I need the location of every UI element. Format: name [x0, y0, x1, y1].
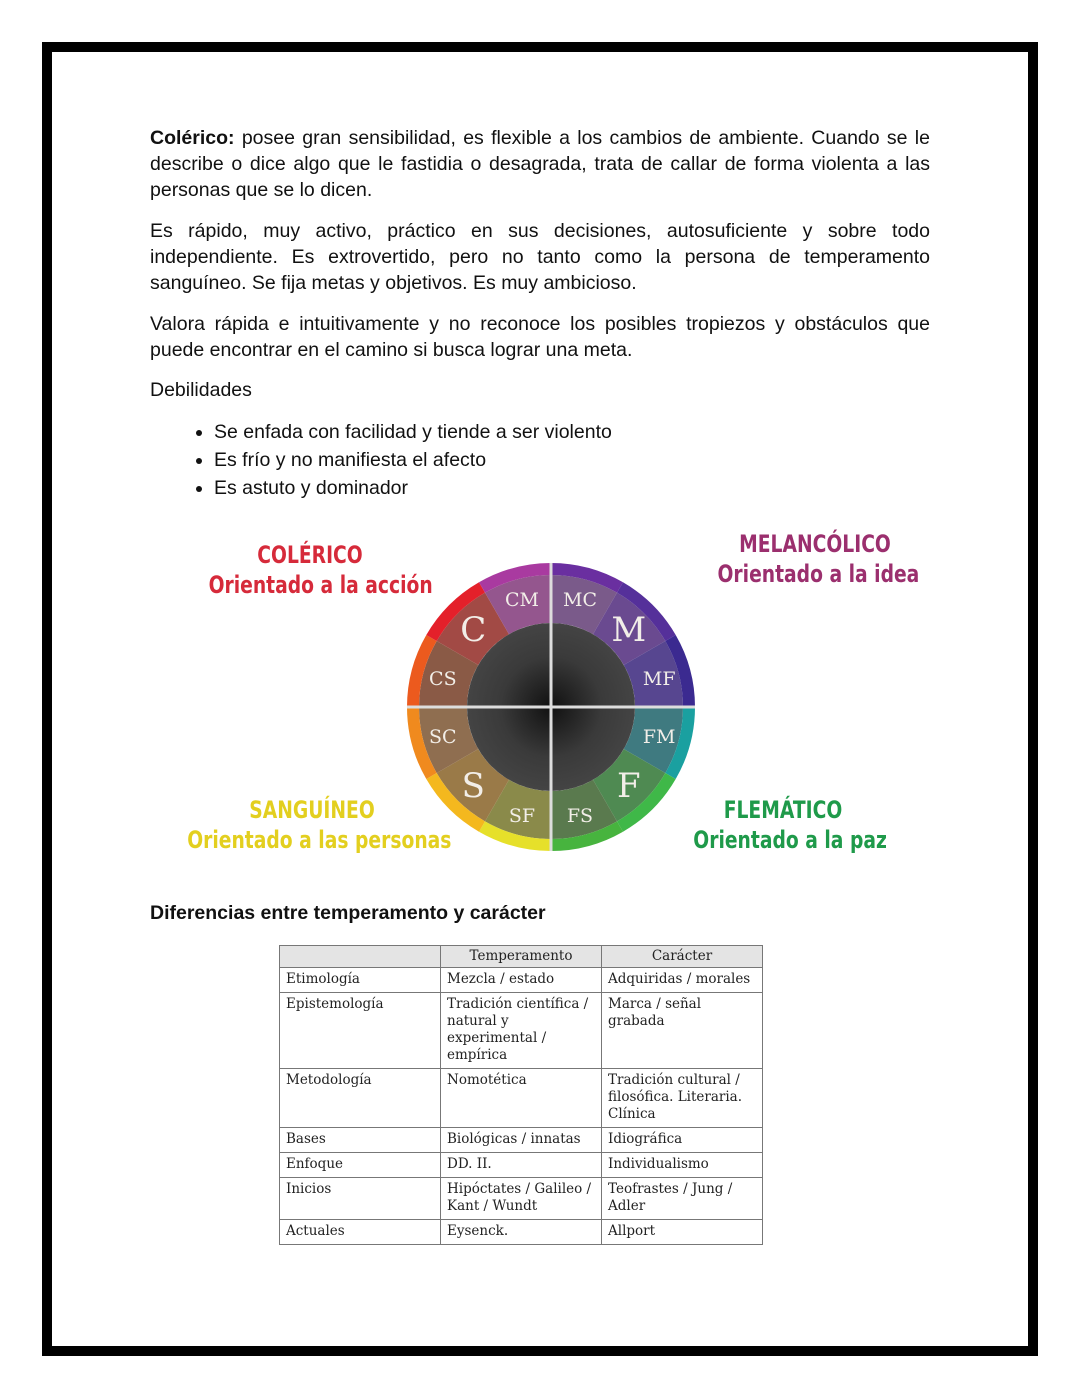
- table-cell: DD. II.: [441, 1153, 602, 1178]
- paragraph-2: Es rápido, muy activo, práctico en sus decisiones, autosuficiente y sobre todo independiente. Es extrovertido, pero no tanto como la persona de temperamento sanguíneo. Se fija metas y objetivos. Es muy ambicioso.: [150, 220, 930, 294]
- table-row: [280, 1220, 763, 1245]
- table-cell: Inicios: [280, 1178, 441, 1220]
- list-item: • Es astuto y dominador: [214, 474, 930, 502]
- paragraph-3: Valora rápida e intuitivamente y no reconoce los posibles tropiezos y obstáculos que puede encontrar en el camino si busca lograr una meta.: [150, 313, 930, 361]
- wheel-segment-label: S: [461, 765, 485, 806]
- table-row: [280, 1178, 763, 1220]
- wheel-segment-label: CS: [429, 668, 457, 691]
- table-cell: Idiográfica: [602, 1128, 763, 1153]
- label-sanguineo: [187, 795, 452, 855]
- table-cell: Actuales: [280, 1220, 441, 1245]
- table-cell: Mezcla / estado: [441, 968, 602, 993]
- temperament-name: SANGUÍNEO: [249, 796, 375, 824]
- table-row: [280, 1069, 763, 1128]
- table-cell: Bases: [280, 1128, 441, 1153]
- weaknesses-list: [150, 418, 930, 502]
- wheel-segment-label: C: [460, 610, 487, 651]
- weaknesses-heading: Debilidades: [150, 379, 252, 401]
- label-melancolico: [717, 529, 920, 589]
- temperament-orientation: Orientado a la paz: [693, 826, 887, 854]
- temperament-wheel: [405, 561, 697, 853]
- wheel-segment-label: MC: [562, 588, 597, 611]
- temperament-orientation: Orientado a las personas: [187, 826, 452, 854]
- table-cell: Biológicas / innatas: [441, 1128, 602, 1153]
- wheel-segment-label: SF: [508, 805, 536, 828]
- table-cell: Metodología: [280, 1069, 441, 1128]
- term-colerico: Colérico:: [150, 127, 235, 149]
- wheel-segment-label: CM: [505, 588, 540, 611]
- table-cell: Individualismo: [602, 1153, 763, 1178]
- table-title: Diferencias entre temperamento y carácter: [150, 902, 546, 924]
- list-item: • Es frío y no manifiesta el afecto: [214, 446, 930, 474]
- temperament-name: COLÉRICO: [257, 541, 363, 569]
- table-cell: Nomotética: [441, 1069, 602, 1128]
- table-cell: Eysenck.: [441, 1220, 602, 1245]
- header-cell: Temperamento: [441, 946, 602, 968]
- header-cell: [280, 946, 441, 968]
- table-row: [280, 1128, 763, 1153]
- wheel-segment-label: SC: [429, 725, 457, 748]
- table-row: [280, 968, 763, 993]
- table-cell: Adquiridas / morales: [602, 968, 763, 993]
- header-cell: Carácter: [602, 946, 763, 968]
- temperament-orientation: Orientado a la idea: [717, 560, 920, 588]
- table-header-row: [280, 946, 763, 968]
- label-flematico: [693, 795, 887, 855]
- table-cell: Marca / señal grabada: [602, 993, 763, 1069]
- table-row: [280, 1153, 763, 1178]
- wheel-segment-label: M: [611, 610, 647, 651]
- wheel-segment-label: F: [616, 765, 641, 806]
- table-cell: Enfoque: [280, 1153, 441, 1178]
- temperament-orientation: Orientado a la acción: [208, 571, 433, 599]
- table-cell: Tradición científica / natural y experimental / empírica: [441, 993, 602, 1069]
- temperament-name: FLEMÁTICO: [723, 796, 843, 824]
- temperament-name: MELANCÓLICO: [739, 530, 891, 558]
- label-colerico: [208, 540, 433, 600]
- wheel-segment-label: FS: [566, 805, 594, 828]
- list-item: • Se enfada con facilidad y tiende a ser violento: [214, 418, 930, 446]
- table-cell: Epistemología: [280, 993, 441, 1069]
- table-cell: Tradición cultural / filosófica. Literaria. Clínica: [602, 1069, 763, 1128]
- table-cell: Hipóctates / Galileo / Kant / Wundt: [441, 1178, 602, 1220]
- wheel-segment-label: MF: [642, 668, 676, 691]
- table-cell: Allport: [602, 1220, 763, 1245]
- paragraph-colerico-intro: [150, 125, 930, 203]
- comparison-table: [279, 945, 763, 1245]
- table-row: [280, 993, 763, 1069]
- table-cell: Teofrastes / Jung / Adler: [602, 1178, 763, 1220]
- table-cell: Etimología: [280, 968, 441, 993]
- paragraph-text: posee gran sensibilidad, es flexible a los cambios de ambiente. Cuando se le describe o dice algo que le fastidia o desagrada, trata de callar de forma violenta a las personas que se lo dicen.: [150, 127, 930, 201]
- wheel-segment-label: FM: [642, 725, 676, 748]
